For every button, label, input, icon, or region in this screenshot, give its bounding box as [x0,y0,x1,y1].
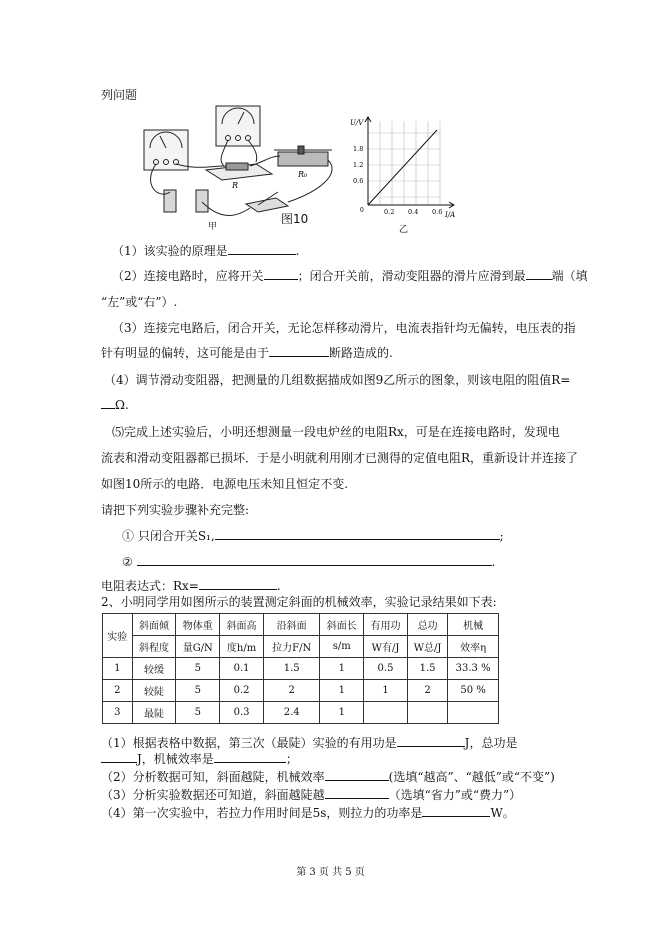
step-2: ② . [122,555,496,569]
table-header-cell: 物体重 [176,614,220,636]
table-header-cell: 拉力F/N [263,636,320,658]
table-cell: 1 [320,680,364,702]
q1-part4: （4）调节滑动变阻器，把测量的几组数据描成如图9乙所示的图象，则该电阻的阻值R= [104,373,571,387]
q1-part5-cont1: 流表和滑动变阻器都已损坏．于是小明就利用刚才已测得的定值电阻R，重新设计并连接了 [101,451,579,465]
steps-title: 请把下列实验步骤补充完整: [101,503,250,517]
table-cell [364,702,408,724]
figure-caption: 图10 [281,212,309,226]
q2-answer4: （4）第一次实验中，若拉力作用时间是5s，则拉力的功率是 W。 [101,806,515,820]
table-cell: 0.2 [220,680,264,702]
table-row [103,702,499,724]
x-axis-label: I/A [445,211,456,218]
table-cell: 0.5 [364,658,408,680]
table-cell: 1 [103,658,133,680]
q1-part5: ⑸完成上述实验后，小明还想测量一段电炉丝的电阻Rx，可是在连接电路时，发现电 [112,425,560,439]
table-cell: 最陡 [132,702,176,724]
table-header-cell: 效率η [448,636,499,658]
table-cell: 33.3 % [448,658,499,680]
table-header-cell: 量G/N [176,636,220,658]
q2-answer2: （2）分析数据可知，斜面越陡，机械效率 (选填“越高”、“越低”或“不变”) [101,770,555,784]
label-yi: 乙 [399,225,409,235]
q2-answer3: （3）分析实验数据还可知道，斜面越陡越 （选填“省力”或“费力”） [101,788,522,802]
y-axis-label: U/V [350,119,364,127]
q1-part2-cont: “左”或“右”）. [101,295,178,309]
q2-answer1-cont: J，机械效率是 ； [101,750,298,767]
table-cell: 50 % [448,680,499,702]
table-header-cell: W总/J [407,636,447,658]
table-row [103,658,499,680]
rheostat-label: R₀ [298,170,308,179]
table-header-cell: 沿斜面 [263,614,320,636]
q1-part1: （1）该实验的原理是 . [112,244,300,258]
table-cell: 3 [103,702,133,724]
table-cell: 1 [364,680,408,702]
table-cell: 5 [176,680,220,702]
step-1: ① 只闭合开关S₁, ; [122,529,504,543]
table-cell: 2 [103,680,133,702]
table-header-cell: s/m [320,636,364,658]
table-header-cell: 斜面高 [220,614,264,636]
table-cell: 1.5 [263,658,320,680]
ui-graph [345,116,460,218]
q1-part4-cont: Ω. [101,396,129,412]
y-tick: 1.2 [353,161,364,169]
table-header-cell: 斜面长 [320,614,364,636]
table-cell: 2.4 [263,702,320,724]
y-tick: 1.8 [353,145,364,153]
header-text: 列问题 [101,88,138,102]
table-cell: 1.5 [407,658,447,680]
x-tick: 0.4 [408,208,419,216]
table-cell: 5 [176,658,220,680]
table-header-row [103,636,499,658]
table-cell: 较陡 [132,680,176,702]
resistor-label: R [232,181,239,190]
q1-part2: （2）连接电路时，应将开关 ；闭合开关前，滑动变阻器的滑片应滑到最 端（填 [112,269,588,283]
table-header-cell: 度h/m [220,636,264,658]
table-cell: 0.3 [220,702,264,724]
q1-part3: （3）连接完电路后，闭合开关，无论怎样移动滑片，电流表指针均无偏转，电压表的指 [112,321,576,335]
table-header-cell: 实验 [103,614,133,658]
table-header-cell: 机械 [448,614,499,636]
q1-part3-cont: 针有明显的偏转，这可能是由于 断路造成的. [101,346,393,360]
label-jia: 甲 [208,222,218,232]
q2-answer1: （1）根据表格中数据，第三次（最陡）实验的有用功是 J，总功是 [101,736,518,750]
q1-part5-cont2: 如图10所示的电路．电源电压未知且恒定不变. [101,477,349,491]
table-row [103,680,499,702]
table-header-cell: 斜面倾 [132,614,176,636]
table-cell: 较缓 [132,658,176,680]
circuit-figure [138,104,348,232]
table-cell [407,702,447,724]
table-cell: 1 [320,702,364,724]
origin-label: 0 [360,207,364,214]
page-footer: 第 3 页 共 5 页 [296,867,365,878]
table-cell [448,702,499,724]
table-cell: 2 [263,680,320,702]
table-header-cell: 斜程度 [132,636,176,658]
x-tick: 0.6 [432,208,443,216]
x-tick: 0.2 [384,208,395,216]
table-cell: 5 [176,702,220,724]
table-header-cell: 总功 [407,614,447,636]
table-header-row [103,614,499,636]
resistance-expression: 电阻表达式：Rx= . [101,579,281,593]
table-cell: 2 [407,680,447,702]
q2-intro: 2、小明同学用如图所示的装置测定斜面的机械效率，实验记录结果如下表: [101,595,497,609]
table-header-cell: 有用功 [364,614,408,636]
incline-data-table [102,613,499,724]
table-header-cell: W有/J [364,636,408,658]
y-tick: 0.6 [353,177,364,185]
table-cell: 0.1 [220,658,264,680]
table-cell: 1 [320,658,364,680]
